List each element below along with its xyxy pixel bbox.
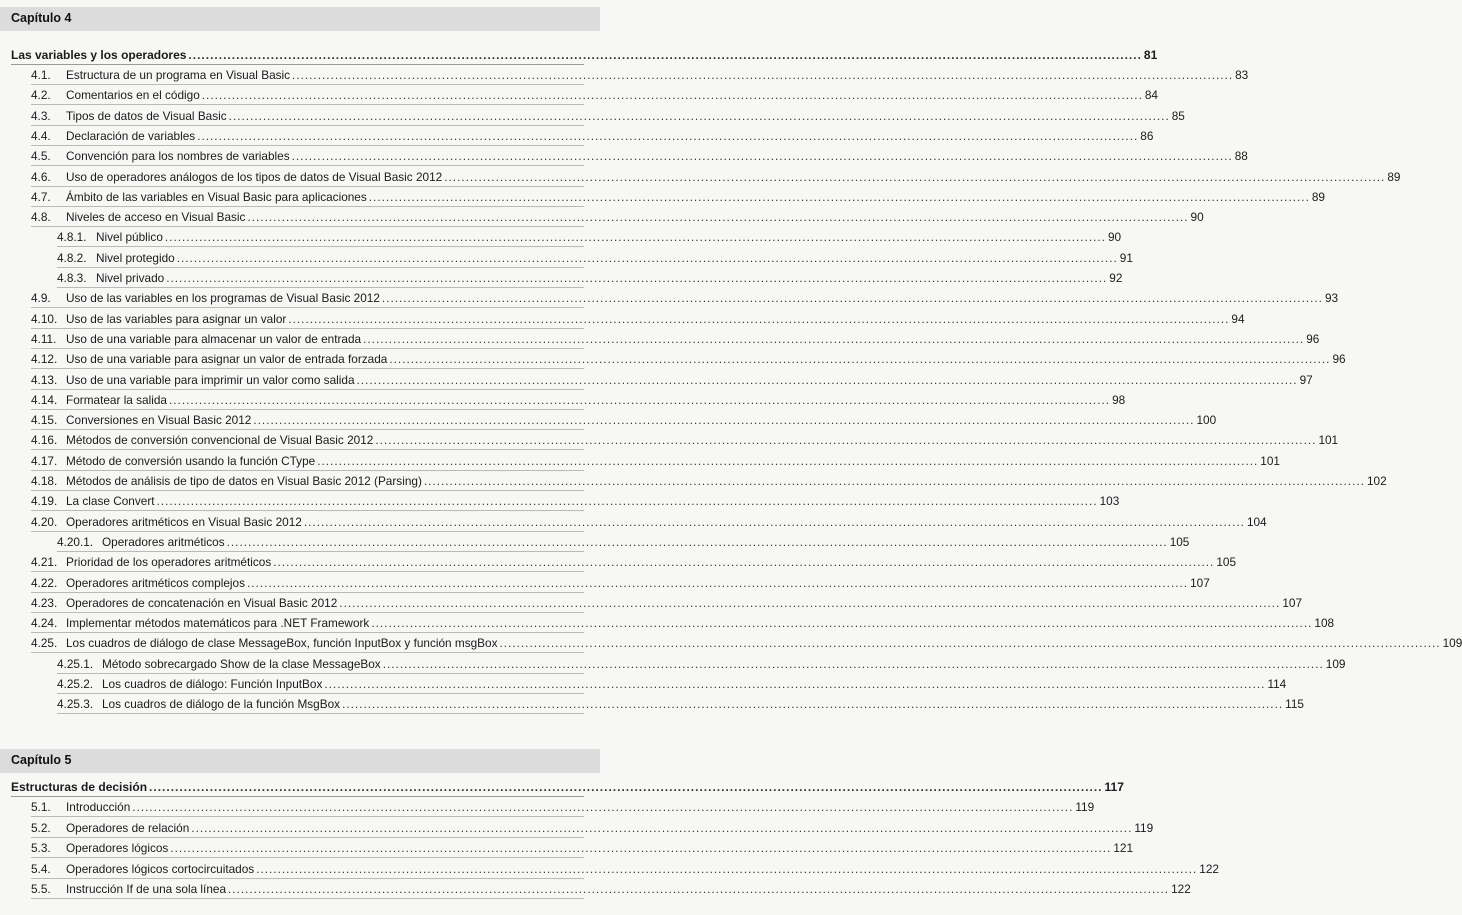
toc-entry-number: 4.25.: [31, 636, 58, 651]
toc-entry-page: 122: [1199, 861, 1219, 876]
toc-entry-row[interactable]: [31, 330, 1320, 349]
toc-entry-number: 4.13.: [31, 372, 58, 387]
dot-leader: ............................................................................................................................................................................................................................: [499, 636, 1441, 651]
toc-entry-title: Métodos de análisis de tipo de datos en Visual Basic 2012 (Parsing): [66, 474, 422, 488]
toc-entry-row[interactable]: [31, 594, 1303, 613]
toc-entry-row[interactable]: [57, 249, 1133, 268]
toc-entry-number: 4.25.2.: [57, 677, 94, 691]
toc-entry-number: 4.17.: [31, 453, 58, 468]
toc-entry-number: 4.5.: [31, 149, 51, 164]
toc-entry-number: 4.24.: [31, 616, 58, 631]
toc-entry-title: Operadores de relación: [66, 820, 190, 835]
toc-entry-page: 96: [1306, 331, 1320, 346]
dot-leader: ............................................................................................................................................................................................................................: [166, 271, 1108, 285]
toc-entry-number: 4.12.: [31, 352, 58, 367]
toc-entry-number: 4.8.2.: [57, 250, 87, 265]
dot-leader: ............................................................................................................................................................................................................................: [273, 555, 1215, 570]
toc-entry-page: 103: [1099, 494, 1120, 509]
toc-entry-row[interactable]: [31, 188, 1325, 207]
toc-entry-row[interactable]: [31, 839, 1134, 858]
section-heading-title: Estructuras de decisión: [11, 780, 148, 794]
dot-leader: ............................................................................................................................................................................................................................: [149, 780, 1103, 794]
toc-entry-page: 92: [1109, 271, 1123, 285]
toc-entry-number: 5.5.: [31, 882, 51, 897]
toc-entry-row[interactable]: [31, 168, 1401, 187]
toc-entry-row[interactable]: [31, 86, 1158, 105]
toc-entry-page: 90: [1190, 210, 1204, 225]
toc-entry-page: 94: [1231, 311, 1245, 326]
chapter-header: [0, 7, 600, 31]
dot-leader: ............................................................................................................................................................................................................................: [256, 861, 1198, 876]
toc-entry-title: La clase Convert: [66, 494, 155, 509]
dot-leader: ............................................................................................................................................................................................................................: [197, 128, 1139, 143]
toc-entry-title: Operadores de concatenación en Visual Basic 2012: [66, 595, 338, 610]
toc-entry-title: Ámbito de las variables en Visual Basic para aplicaciones: [66, 189, 367, 204]
toc-entry-page: 85: [1171, 108, 1185, 123]
toc-entry-number: 4.16.: [31, 433, 58, 448]
toc-entry-number: 4.2.: [31, 88, 51, 103]
toc-entry-number: 4.8.1.: [57, 230, 87, 245]
toc-entry-page: 114: [1267, 677, 1287, 691]
toc-entry-row[interactable]: [31, 553, 1237, 572]
toc-entry-number: 4.1.: [31, 68, 51, 82]
toc-entry-page: 105: [1216, 555, 1237, 570]
dot-leader: ............................................................................................................................................................................................................................: [371, 616, 1313, 631]
toc-entry-title: Uso de una variable para imprimir un valor como salida: [66, 372, 355, 387]
toc-entry-row[interactable]: [31, 634, 1462, 653]
toc-entry-page: 91: [1119, 250, 1133, 265]
dot-leader: ............................................................................................................................................................................................................................: [188, 48, 1142, 62]
toc-entry-row[interactable]: [31, 574, 1210, 593]
toc-entry-title: Formatear la salida: [66, 392, 167, 407]
toc-entry-title: Operadores aritméticos: [102, 534, 225, 549]
toc-entry-row[interactable]: [57, 228, 1122, 247]
toc-entry-title: Estructura de un programa en Visual Basic: [66, 68, 291, 82]
dot-leader: ............................................................................................................................................................................................................................: [176, 250, 1118, 265]
toc-entry-row[interactable]: [31, 127, 1154, 146]
toc-entry-number: 5.1.: [31, 800, 51, 814]
toc-entry-number: 4.9.: [31, 291, 51, 306]
dot-leader: ............................................................................................................................................................................................................................: [339, 595, 1281, 610]
chapter-title: Capítulo 4: [11, 11, 72, 25]
toc-entry-title: Uso de operadores análogos de los tipos de datos de Visual Basic 2012: [66, 169, 443, 184]
toc-entry-page: 86: [1140, 128, 1154, 143]
toc-entry-row[interactable]: [31, 107, 1185, 126]
dot-leader: ............................................................................................................................................................................................................................: [303, 514, 1245, 529]
toc-entry-number: 4.20.1.: [57, 534, 94, 549]
chapter-title: Capítulo 5: [11, 753, 72, 767]
toc-entry-title: Tipos de datos de Visual Basic: [66, 108, 227, 123]
dot-leader: ............................................................................................................................................................................................................................: [201, 88, 1143, 103]
toc-entry-page: 93: [1324, 291, 1339, 306]
dot-leader: ............................................................................................................................................................................................................................: [381, 291, 1323, 306]
dot-leader: ............................................................................................................................................................................................................................: [288, 311, 1230, 326]
toc-entry-page: 83: [1235, 68, 1249, 82]
toc-entry-title: Prioridad de los operadores aritméticos: [66, 555, 272, 570]
toc-entry-row[interactable]: [57, 695, 1304, 714]
toc-entry-number: 4.20.: [31, 514, 58, 529]
toc-entry-row[interactable]: [31, 147, 1248, 166]
dot-leader: ............................................................................................................................................................................................................................: [356, 372, 1298, 387]
toc-entry-page: 89: [1311, 189, 1325, 204]
dot-leader: ............................................................................................................................................................................................................................: [292, 68, 1234, 82]
toc-entry-row[interactable]: [31, 391, 1126, 410]
dot-leader: ............................................................................................................................................................................................................................: [363, 331, 1305, 346]
toc-entry-row[interactable]: [31, 819, 1154, 838]
toc-entry-row[interactable]: [31, 350, 1346, 369]
toc-entry-title: Los cuadros de diálogo: Función InputBox: [102, 677, 323, 691]
toc-entry-page: 88: [1234, 149, 1248, 164]
toc-entry-page: 102: [1366, 474, 1387, 488]
dot-leader: ............................................................................................................................................................................................................................: [132, 800, 1074, 814]
toc-entry-row[interactable]: [31, 66, 1249, 85]
dot-leader: ............................................................................................................................................................................................................................: [444, 169, 1386, 184]
dot-leader: ............................................................................................................................................................................................................................: [423, 474, 1365, 488]
toc-entry-number: 4.25.3.: [57, 697, 94, 712]
toc-entry-number: 4.22.: [31, 575, 58, 590]
toc-entry-number: 4.7.: [31, 189, 51, 204]
toc-entry-title: Método sobrecargado Show de la clase MessageBox: [102, 656, 381, 671]
toc-entry-number: 4.19.: [31, 494, 58, 509]
toc-entry-row[interactable]: [57, 675, 1287, 694]
dot-leader: ............................................................................................................................................................................................................................: [317, 453, 1259, 468]
toc-entry-number: 4.8.: [31, 210, 51, 225]
toc-entry-number: 4.18.: [31, 474, 58, 488]
toc-entry-number: 4.6.: [31, 169, 51, 184]
toc-entry-page: 90: [1107, 230, 1122, 245]
toc-entry-number: 4.3.: [31, 108, 51, 123]
toc-entry-page: 101: [1260, 453, 1280, 468]
toc-entry-row[interactable]: [31, 860, 1219, 879]
dot-leader: ............................................................................................................................................................................................................................: [253, 413, 1195, 428]
dot-leader: ............................................................................................................................................................................................................................: [168, 392, 1111, 407]
toc-entry-number: 4.8.3.: [57, 271, 87, 285]
toc-entry-page: 97: [1299, 372, 1313, 387]
toc-entry-row[interactable]: [31, 513, 1267, 532]
toc-entry-page: 107: [1190, 575, 1210, 590]
toc-entry-row[interactable]: [57, 533, 1190, 552]
toc-entry-title: Uso de una variable para almacenar un valor de entrada: [66, 331, 362, 346]
toc-entry-title: Conversiones en Visual Basic 2012: [66, 413, 252, 428]
toc-entry-page: 84: [1144, 88, 1158, 103]
toc-entry-title: Métodos de conversión convencional de Visual Basic 2012: [66, 433, 374, 448]
toc-entry-title: Operadores aritméticos en Visual Basic 2012: [66, 514, 302, 529]
toc-entry-page: 105: [1169, 534, 1190, 549]
toc-entry-row[interactable]: [57, 655, 1346, 674]
toc-entry-title: Uso de las variables en los programas de Visual Basic 2012: [66, 291, 380, 306]
dot-leader: ............................................................................................................................................................................................................................: [375, 433, 1317, 448]
section-heading-title: Las variables y los operadores: [11, 48, 187, 62]
toc-entry-row[interactable]: [31, 798, 1095, 817]
toc-entry-row[interactable]: [31, 431, 1339, 450]
toc-entry-row[interactable]: [31, 472, 1387, 491]
dot-leader: ............................................................................................................................................................................................................................: [228, 882, 1170, 897]
toc-entry-title: Operadores lógicos cortocircuitados: [66, 861, 255, 876]
toc-entry-page: 121: [1113, 841, 1134, 856]
toc-entry-number: 4.11.: [31, 331, 57, 346]
toc-entry-row[interactable]: [31, 452, 1280, 471]
toc-entry-number: 5.3.: [31, 841, 51, 856]
toc-entry-page: 104: [1246, 514, 1267, 529]
toc-entry-row[interactable]: [31, 614, 1335, 633]
toc-entry-title: Instrucción If de una sola línea: [66, 882, 227, 897]
toc-entry-page: 96: [1332, 352, 1346, 367]
dot-leader: ............................................................................................................................................................................................................................: [226, 534, 1168, 549]
toc-entry-row[interactable]: [31, 880, 1191, 899]
section-heading-row[interactable]: [11, 775, 1124, 797]
toc-entry-page: 108: [1314, 616, 1335, 631]
toc-entry-number: 4.21.: [31, 555, 58, 570]
section-heading-page: 81: [1143, 48, 1158, 62]
dot-leader: ............................................................................................................................................................................................................................: [156, 494, 1098, 509]
toc-entry-title: Comentarios en el código: [66, 88, 200, 103]
dot-leader: ............................................................................................................................................................................................................................: [342, 697, 1284, 712]
toc-entry-title: Nivel privado: [96, 271, 165, 285]
toc-entry-title: Nivel público: [96, 230, 163, 245]
dot-leader: ............................................................................................................................................................................................................................: [170, 841, 1112, 856]
toc-entry-title: Uso de una variable para asignar un valor de entrada forzada: [66, 352, 388, 367]
section-heading-row[interactable]: [11, 43, 1158, 65]
toc-entry-row[interactable]: [57, 269, 1123, 288]
toc-entry-row[interactable]: [31, 411, 1217, 430]
toc-entry-number: 4.23.: [31, 595, 58, 610]
toc-entry-title: Operadores lógicos: [66, 841, 169, 856]
toc-entry-page: 122: [1171, 882, 1191, 897]
dot-leader: ............................................................................................................................................................................................................................: [291, 149, 1233, 164]
dot-leader: ............................................................................................................................................................................................................................: [247, 210, 1189, 225]
toc-entry-page: 119: [1134, 820, 1154, 835]
toc-entry-title: Convención para los nombres de variables: [66, 149, 290, 164]
dot-leader: ............................................................................................................................................................................................................................: [324, 677, 1266, 691]
toc-entry-row[interactable]: [31, 208, 1204, 227]
toc-entry-page: 107: [1282, 595, 1303, 610]
toc-entry-row[interactable]: [31, 492, 1120, 511]
toc-entry-page: 101: [1318, 433, 1339, 448]
toc-entry-title: Los cuadros de diálogo de la función MsgBox: [102, 697, 341, 712]
dot-leader: ............................................................................................................................................................................................................................: [389, 352, 1331, 367]
toc-entry-page: 89: [1387, 169, 1401, 184]
toc-entry-row[interactable]: [31, 371, 1313, 390]
toc-entry-number: 4.4.: [31, 128, 51, 143]
toc-entry-title: Operadores aritméticos complejos: [66, 575, 245, 590]
toc-entry-title: Método de conversión usando la función CType: [66, 453, 316, 468]
toc-entry-number: 4.15.: [31, 413, 58, 428]
toc-entry-number: 5.4.: [31, 861, 51, 876]
toc-entry-page: 119: [1075, 800, 1095, 814]
dot-leader: ............................................................................................................................................................................................................................: [164, 230, 1106, 245]
toc-entry-number: 5.2.: [31, 820, 51, 835]
toc-entry-title: Implementar métodos matemáticos para .NET Framework: [66, 616, 370, 631]
toc-entry-row[interactable]: [31, 310, 1245, 329]
dot-leader: ............................................................................................................................................................................................................................: [191, 820, 1133, 835]
toc-entry-title: Los cuadros de diálogo de clase MessageBox, función InputBox y función msgBox: [66, 636, 498, 651]
toc-entry-page: 109: [1442, 636, 1462, 651]
toc-entry-title: Declaración de variables: [66, 128, 196, 143]
toc-entry-row[interactable]: [31, 289, 1339, 308]
toc-entry-title: Introducción: [66, 800, 131, 814]
toc-entry-page: 115: [1285, 697, 1304, 712]
dot-leader: ............................................................................................................................................................................................................................: [368, 189, 1310, 204]
dot-leader: ............................................................................................................................................................................................................................: [247, 575, 1189, 590]
toc-entry-page: 100: [1196, 413, 1217, 428]
toc-entry-number: 4.25.1.: [57, 656, 94, 671]
dot-leader: ............................................................................................................................................................................................................................: [382, 656, 1324, 671]
chapter-header: [0, 749, 600, 773]
toc-entry-title: Niveles de acceso en Visual Basic: [66, 210, 246, 225]
toc-entry-title: Uso de las variables para asignar un valor: [66, 311, 287, 326]
toc-entry-number: 4.14.: [31, 392, 58, 407]
toc-entry-page: 109: [1325, 656, 1346, 671]
toc-entry-number: 4.10.: [31, 311, 58, 326]
dot-leader: ............................................................................................................................................................................................................................: [228, 108, 1170, 123]
toc-entry-title: Nivel protegido: [96, 250, 175, 265]
toc-entry-page: 98: [1112, 392, 1126, 407]
section-heading-page: 117: [1104, 780, 1124, 794]
